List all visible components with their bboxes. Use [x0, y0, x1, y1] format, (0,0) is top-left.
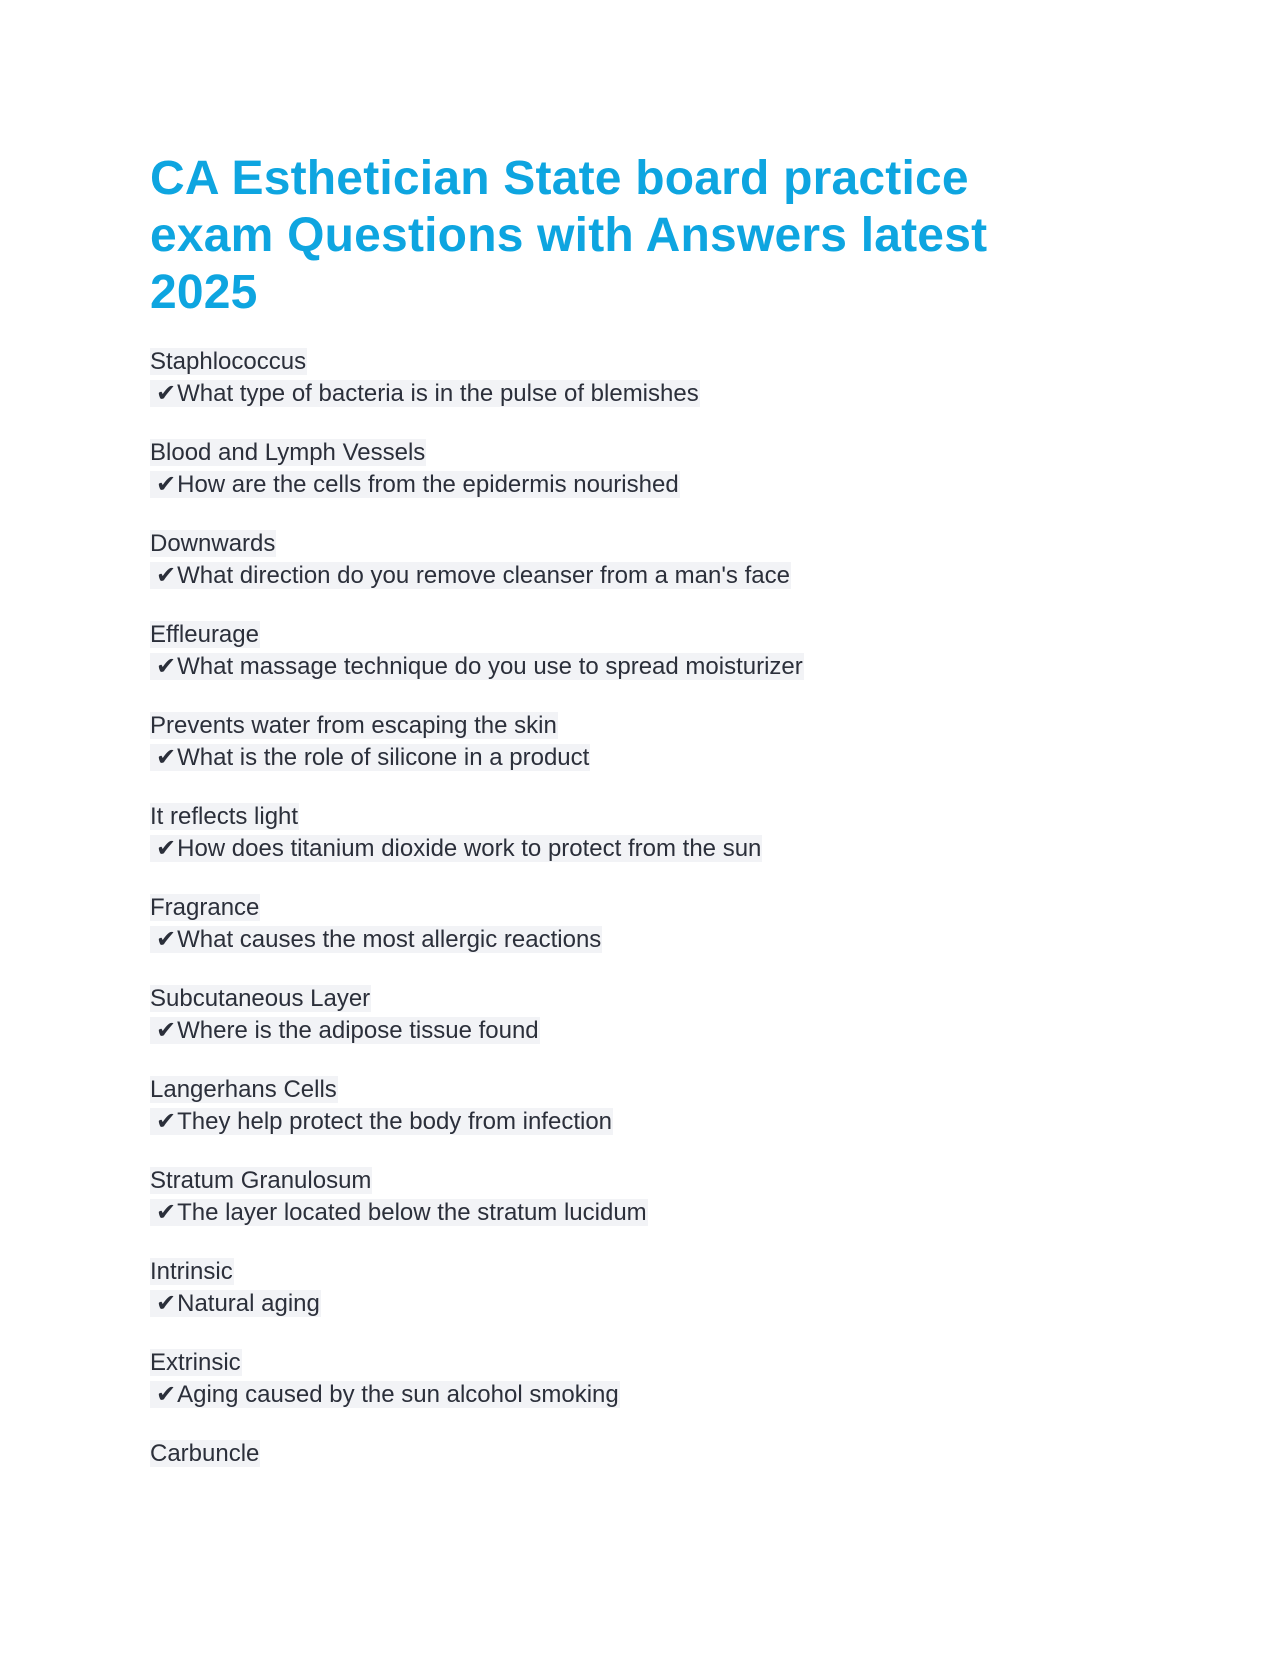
qa-term: Prevents water from escaping the skin	[150, 712, 557, 739]
qa-term-line	[150, 1438, 1050, 1470]
qa-answer: Aging caused by the sun alcohol smoking	[177, 1381, 619, 1408]
qa-answer-line	[150, 469, 1050, 501]
qa-item	[150, 710, 1050, 774]
qa-term-line	[150, 1165, 1050, 1197]
qa-answer: What direction do you remove cleanser from a man's face	[177, 562, 790, 589]
qa-term: Carbuncle	[150, 1440, 260, 1467]
qa-answer-line	[150, 1379, 1050, 1411]
qa-term: Stratum Granulosum	[150, 1167, 372, 1194]
qa-term: Blood and Lymph Vessels	[150, 439, 426, 466]
qa-answer-line	[150, 560, 1050, 592]
qa-answer: How are the cells from the epidermis nourished	[177, 471, 679, 498]
qa-answer: The layer located below the stratum lucidum	[177, 1199, 647, 1226]
qa-answer-line	[150, 833, 1050, 865]
qa-answer-line	[150, 1288, 1050, 1320]
qa-item	[150, 619, 1050, 683]
qa-item	[150, 346, 1050, 410]
qa-item	[150, 437, 1050, 501]
qa-answer-line	[150, 1015, 1050, 1047]
check-icon: ✔	[150, 744, 177, 771]
qa-answer: What is the role of silicone in a product	[177, 744, 590, 771]
qa-term: Intrinsic	[150, 1258, 233, 1285]
qa-term-line	[150, 983, 1050, 1015]
qa-item	[150, 801, 1050, 865]
check-icon: ✔	[150, 562, 177, 589]
qa-term-line	[150, 437, 1050, 469]
qa-answer: Natural aging	[177, 1290, 320, 1317]
check-icon: ✔	[150, 380, 177, 407]
qa-term: Fragrance	[150, 894, 260, 921]
qa-item	[150, 1438, 1050, 1470]
qa-answer-line	[150, 1106, 1050, 1138]
qa-answer-line	[150, 742, 1050, 774]
check-icon: ✔	[150, 1108, 177, 1135]
qa-answer-line	[150, 924, 1050, 956]
check-icon: ✔	[150, 926, 177, 953]
check-icon: ✔	[150, 653, 177, 680]
check-icon: ✔	[150, 835, 177, 862]
qa-term-line	[150, 346, 1050, 378]
qa-term: Langerhans Cells	[150, 1076, 337, 1103]
qa-answer: What massage technique do you use to spread moisturizer	[177, 653, 803, 680]
qa-answer-line	[150, 1197, 1050, 1229]
check-icon: ✔	[150, 471, 177, 498]
qa-term-line	[150, 1256, 1050, 1288]
qa-term: Extrinsic	[150, 1349, 241, 1376]
document-page	[150, 150, 1050, 1497]
qa-term-line	[150, 892, 1050, 924]
qa-item	[150, 1256, 1050, 1320]
qa-term-line	[150, 1347, 1050, 1379]
qa-term-line	[150, 528, 1050, 560]
qa-term: Subcutaneous Layer	[150, 985, 371, 1012]
qa-item	[150, 892, 1050, 956]
check-icon: ✔	[150, 1381, 177, 1408]
qa-answer: How does titanium dioxide work to protect from the sun	[177, 835, 762, 862]
check-icon: ✔	[150, 1290, 177, 1317]
qa-term: Effleurage	[150, 621, 259, 648]
qa-answer: What type of bacteria is in the pulse of blemishes	[177, 380, 699, 407]
qa-answer: They help protect the body from infection	[177, 1108, 613, 1135]
document-title: CA Esthetician State board practice exam Questions with Answers latest 2025	[150, 152, 988, 319]
check-icon: ✔	[150, 1199, 177, 1226]
qa-answer-line	[150, 651, 1050, 683]
qa-list	[150, 346, 1050, 1470]
qa-term-line	[150, 801, 1050, 833]
qa-term: It reflects light	[150, 803, 299, 830]
qa-answer-line	[150, 378, 1050, 410]
qa-item	[150, 1165, 1050, 1229]
qa-item	[150, 1074, 1050, 1138]
qa-answer: What causes the most allergic reactions	[177, 926, 602, 953]
qa-term-line	[150, 619, 1050, 651]
qa-term: Staphlococcus	[150, 348, 307, 375]
check-icon: ✔	[150, 1017, 177, 1044]
qa-item	[150, 1347, 1050, 1411]
qa-item	[150, 983, 1050, 1047]
qa-term-line	[150, 710, 1050, 742]
qa-item	[150, 528, 1050, 592]
qa-term-line	[150, 1074, 1050, 1106]
qa-term: Downwards	[150, 530, 276, 557]
qa-answer: Where is the adipose tissue found	[177, 1017, 539, 1044]
